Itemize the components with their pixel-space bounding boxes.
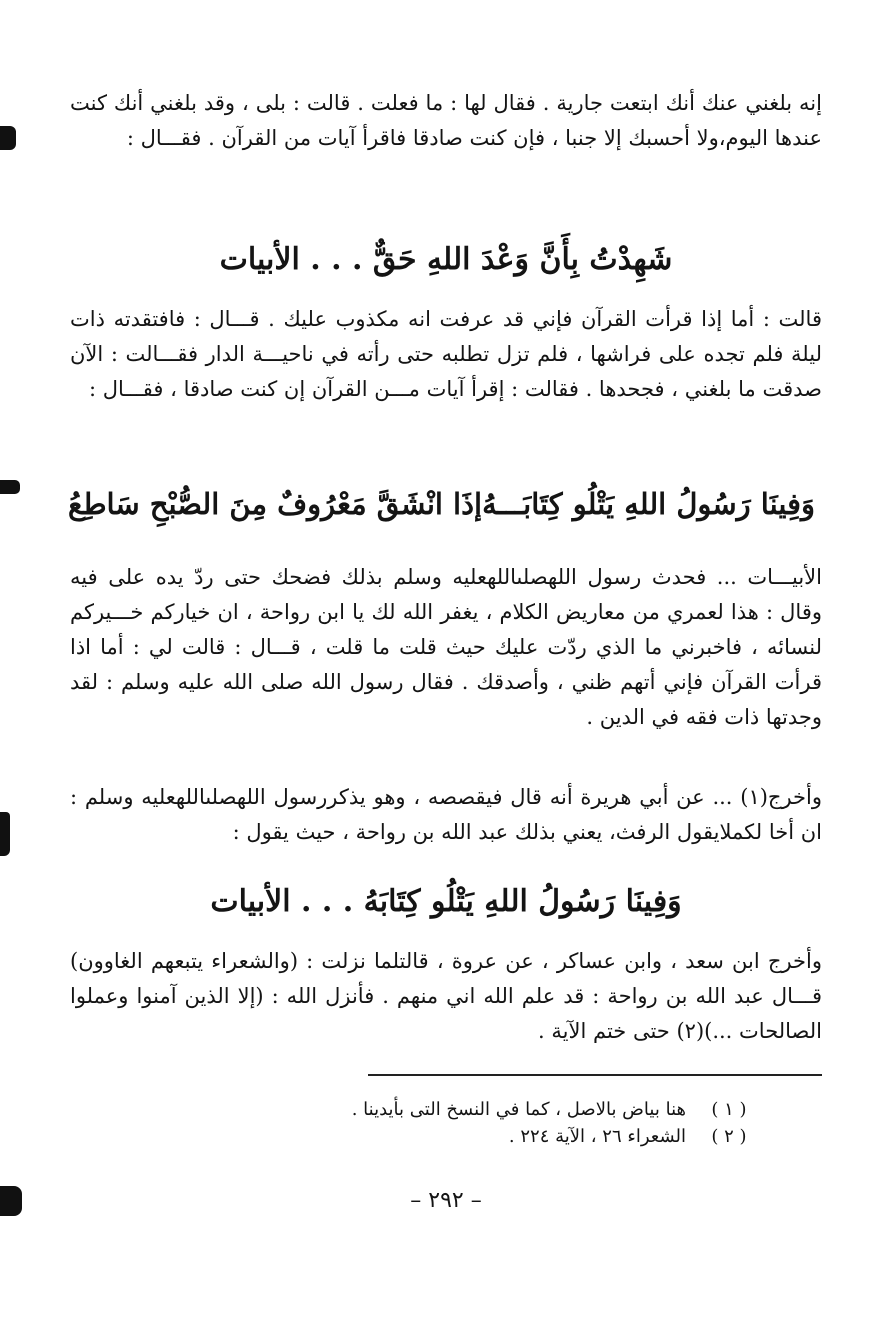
scan-edge-mark [0,812,10,856]
footnotes [200,1096,760,1150]
paragraph-1: إنه بلغني عنك أنك ابتعت جارية . فقال لها : ما فعلت . قالت : بلى ، وقد بلغني أنك كنت عندها اليوم،ولا أحسبك إلا جنبا ، فإن كنت صادقا فاقرأ آيات من القرآن . فقـــال : [70,91,822,150]
footnote-number: ( ١ ) [711,1099,747,1120]
verse-hemistich-left: إذَا انْشَقَّ مَعْرُوفٌ مِنَ الصُّبْحِ سَاطِعُ [68,487,483,521]
footnote-text: هنا بياض بالاصل ، كما في النسخ التى بأيدينا . [351,1099,686,1120]
footnote-text: الشعراء ٢٦ ، الآية ٢٢٤ . [508,1126,686,1147]
verse-3: وَفِينَا رَسُولُ اللهِ يَتْلُو كِتَابَهُ . . . الأبيات [210,884,682,919]
paragraph-2: قالت : أما إذا قرأت القرآن فإني قد عرفت انه مكذوب عليك . قـــال : فافتقدته ذات ليلة فلم تجده على فراشها ، فلم تزل تطلبه حتى رأته في ناحيـــة الدار فقـــالت : الآن صدقت ما بلغني ، فجحدها . فقالت : إقرأ آيات مـــن القرآن إن كنت صادقا ، فقـــال : [70,307,822,401]
footnote-number: ( ٢ ) [711,1126,747,1147]
scan-edge-mark [0,480,20,494]
verse-couplet [68,482,815,526]
footnote-separator [368,1074,822,1076]
paragraph-4: وأخرج(١) ... عن أبي هريرة أنه قال فيقصصه ، وهو يذكررسول اللهصلىاللهعليه وسلم : ان أخا لكملايقول الرفث، يعني بذلك عبد الله بن رواحة ، حيث يقول : [70,785,823,844]
verse-1: شَهِدْتُ بِأَنَّ وَعْدَ اللهِ حَقٌّ . . . الأبيات [219,242,673,277]
footnote-2 [200,1123,760,1150]
scan-edge-mark [0,126,16,150]
footnote-1 [200,1096,760,1123]
verse-hemistich-right: وَفِينَا رَسُولُ اللهِ يَتْلُو كِتَابَـــهُ [482,487,815,521]
scan-edge-mark [0,1186,22,1216]
paragraph-3: الأبيـــات ... فحدث رسول اللهصلىاللهعليه وسلم بذلك فضحك حتى ردّ يده على فيه وقال : هذا لعمري من معاريض الكلام ، يغفر الله لك يا ابن رواحة ، ان خياركم خـــيركم لنسائه ، فاخبرني ما الذي ردّت عليك حيث قلت ما قلت ، قـــال : قالت لي : أما اذا قرأت القرآن فإني أتهم ظني ، وأصدقك . فقال رسول الله صلى الله عليه وسلم : لقد وجدتها ذات فقه في الدين . [70,565,822,729]
page-number: – ٢٩٢ – [410,1188,482,1213]
paragraph-5: وأخرج ابن سعد ، وابن عساكر ، عن عروة ، قالتلما نزلت : (والشعراء يتبعهم الغاوون) قـــال عبد الله بن رواحة : قد علم الله اني منهم . فأنزل الله : (إلا الذين آمنوا وعملوا الصالحات ...)(٢) حتى ختم الآية . [70,949,822,1043]
